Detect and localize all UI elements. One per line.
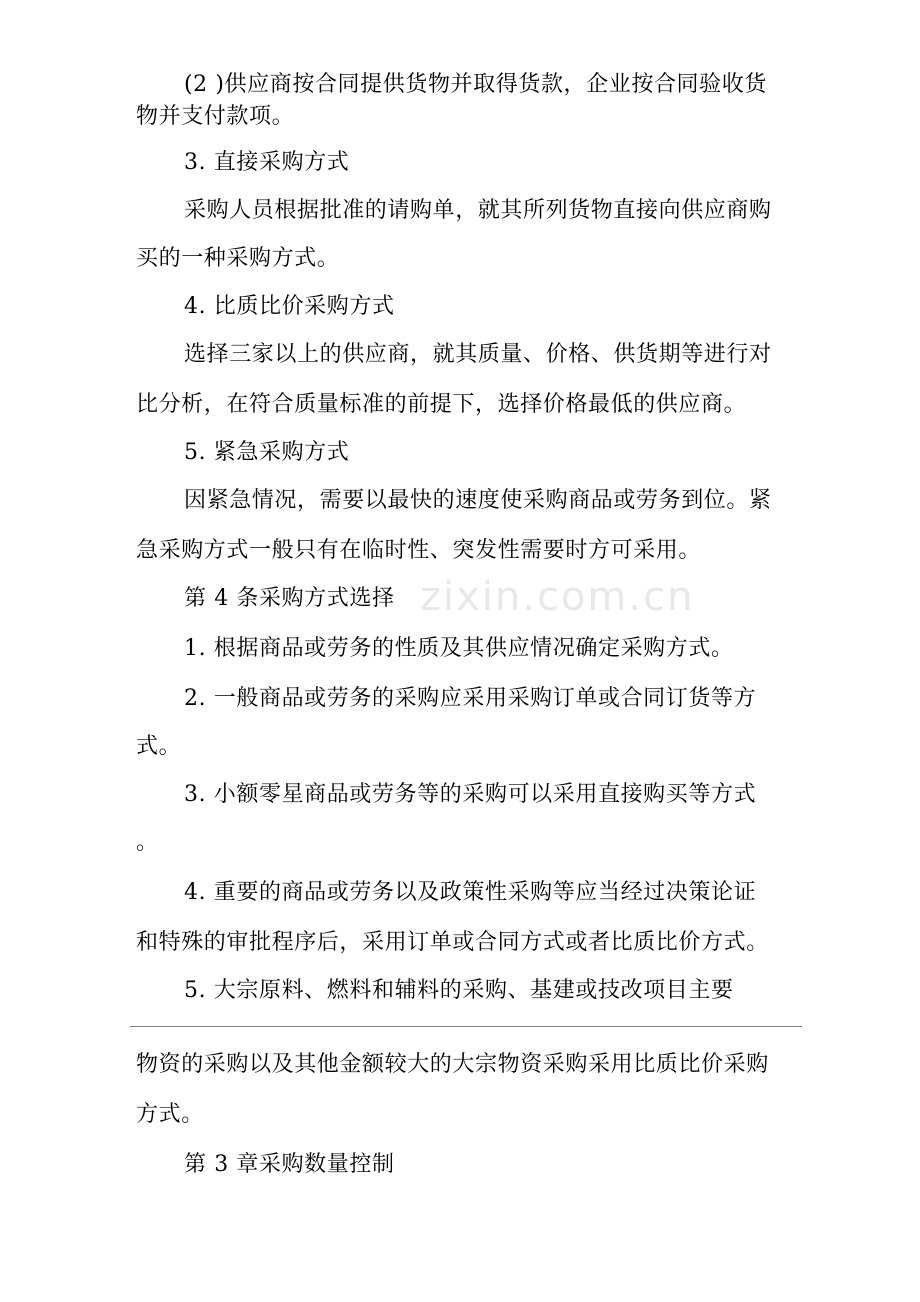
paragraph-line: 买的一种采购方式。 — [136, 246, 340, 271]
paragraph-line: 采购人员根据批准的请购单，就其所列货物直接向供应商购 — [184, 198, 772, 223]
chapter-heading: 第 3 章采购数量控制 — [184, 1152, 395, 1177]
list-item: 5. 大宗原料、燃料和辅料的采购、基建或技改项目主要 — [184, 978, 734, 1003]
paragraph-line: 选择三家以上的供应商，就其质量、价格、供货期等进行对 — [184, 342, 772, 367]
article-heading: 第 4 条采购方式选择 — [184, 586, 395, 611]
watermark-text: zixin.com.cn — [420, 574, 695, 620]
paragraph-line: (2 )供应商按合同提供货物并取得货款，企业按合同验收货 — [184, 72, 767, 97]
paragraph-line: 比分析，在符合质量标准的前提下，选择价格最低的供应商。 — [136, 392, 747, 417]
section-heading: 5. 紧急采购方式 — [184, 440, 350, 465]
list-item: 2. 一般商品或劳务的采购应采用采购订单或合同订货等方 — [184, 686, 757, 711]
page-divider — [130, 1026, 802, 1027]
paragraph-line: 。 — [136, 830, 159, 855]
section-heading: 3. 直接采购方式 — [184, 150, 350, 175]
paragraph-line: 因紧急情况，需要以最快的速度使采购商品或劳务到位。紧 — [184, 488, 772, 513]
paragraph-line: 和特殊的审批程序后，采用订单或合同方式或者比质比价方式。 — [136, 930, 769, 955]
list-item: 3. 小额零星商品或劳务等的采购可以采用直接购买等方式 — [184, 782, 757, 807]
paragraph-line: 物资的采购以及其他金额较大的大宗物资采购采用比质比价采购 — [136, 1052, 769, 1077]
list-item: 1. 根据商品或劳务的性质及其供应情况确定采购方式。 — [184, 636, 734, 661]
paragraph-line: 式。 — [136, 734, 182, 759]
paragraph-line: 物并支付款项。 — [136, 104, 295, 129]
paragraph-line: 方式。 — [136, 1102, 204, 1127]
section-heading: 4. 比质比价采购方式 — [184, 294, 395, 319]
paragraph-line: 急采购方式一般只有在临时性、突发性需要时方可采用。 — [136, 538, 702, 563]
list-item: 4. 重要的商品或劳务以及政策性采购等应当经过决策论证 — [184, 880, 757, 905]
